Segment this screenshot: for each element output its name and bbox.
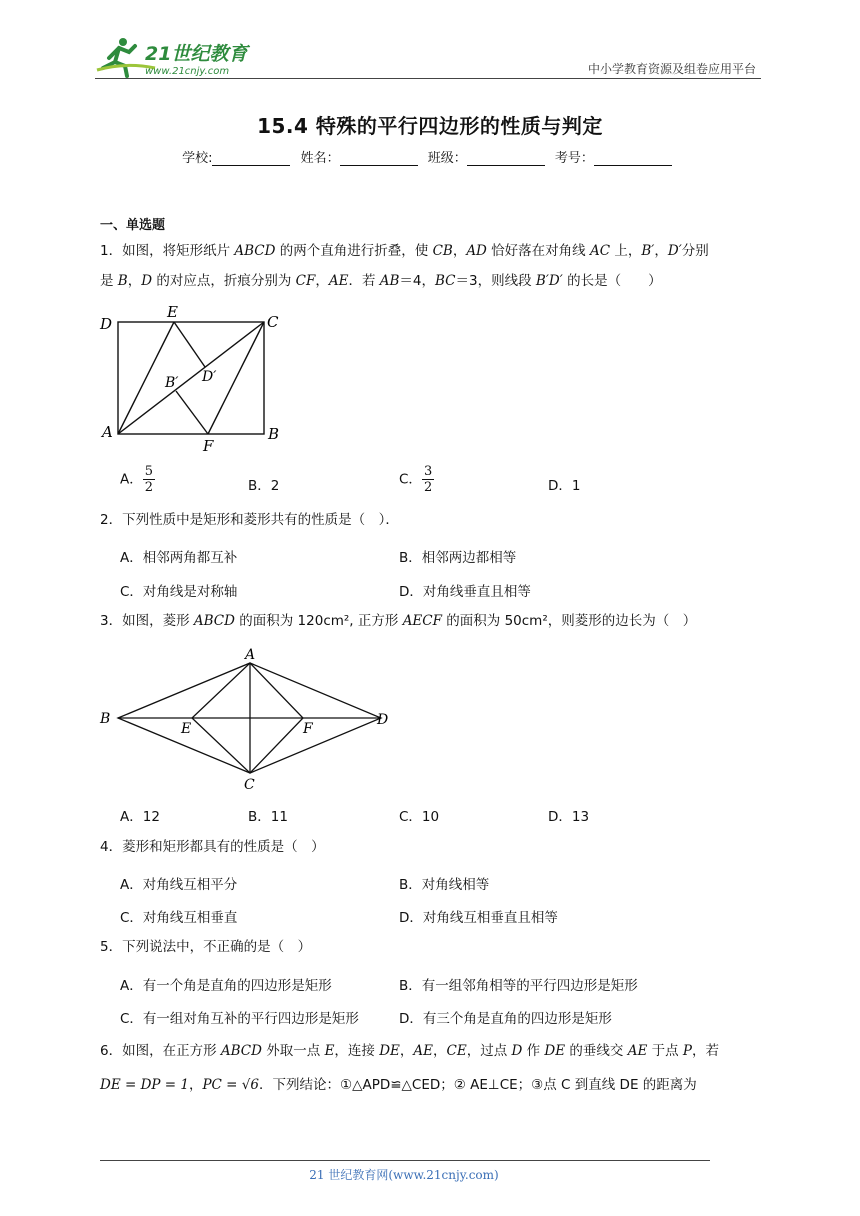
question-6-line-2: DE = DP = 1，PC = √6．下列结论：①△APD≌△CED；② AE⊥CE；③点 C 到直线 DE 的距离为	[100, 1077, 697, 1093]
label-D-prime: D′	[202, 369, 217, 385]
label-E: E	[167, 305, 178, 321]
name-label: 姓名：	[300, 151, 340, 166]
label-C: C	[244, 777, 255, 793]
q5-option-c[interactable]: C．有一组对角互补的平行四边形是矩形	[120, 1011, 359, 1027]
q2-option-c[interactable]: C．对角线是对称轴	[120, 584, 238, 600]
site-logo	[95, 36, 255, 80]
question-6-line-1: 6．如图，在正方形 ABCD 外取一点 E，连接 DE，AE，CE，过点 D 作 DE 的垂线交 AE 于点 P，若	[100, 1043, 719, 1059]
question-2-stem: 2．下列性质中是矩形和菱形共有的性质是（ ）．	[100, 512, 399, 528]
label-B-prime: B′	[165, 375, 179, 391]
q1-option-a[interactable]: A． $\frac{5}{2}$	[120, 464, 154, 495]
question-1-line-1: 1．如图，将矩形纸片 ABCD 的两个直角进行折叠，使 CB，AD 恰好落在对角线 AC 上，B′，D′分别	[100, 243, 709, 259]
q3-option-a[interactable]: A．12	[120, 809, 160, 825]
q3-option-d[interactable]: D．13	[548, 809, 590, 825]
question-5-stem: 5．下列说法中，不正确的是（ ）	[100, 939, 312, 955]
student-info-line	[0, 147, 860, 166]
question-3-stem: 3．如图，菱形 ABCD 的面积为 120cm², 正方形 AECF 的面积为 50cm²，则菱形的边长为（ ）	[100, 613, 697, 629]
label-A: A	[245, 647, 256, 663]
label-D: D	[100, 315, 113, 333]
school-label: 学校:	[182, 151, 213, 166]
section-heading: 一、单选题	[100, 218, 166, 233]
question-1-figure	[98, 305, 298, 459]
class-label: 班级：	[427, 151, 467, 166]
q5-option-b[interactable]: B．有一组邻角相等的平行四边形是矩形	[399, 978, 638, 994]
fraction-5-2: $\frac{5}{2}$	[144, 464, 154, 495]
platform-name: 中小学教育资源及组卷应用平台	[587, 62, 756, 76]
question-3-figure	[98, 644, 398, 798]
fraction-3-2: $\frac{3}{2}$	[423, 464, 433, 495]
q2-option-d[interactable]: D．对角线垂直且相等	[399, 584, 531, 600]
q3-option-b[interactable]: B．11	[248, 809, 288, 825]
question-4-stem: 4．菱形和矩形都具有的性质是（ ）	[100, 839, 325, 855]
footer-divider	[100, 1160, 710, 1161]
question-1-stem	[100, 236, 765, 296]
label-B: B	[100, 711, 111, 727]
header-divider	[95, 78, 761, 79]
q5-option-a[interactable]: A．有一个角是直角的四边形是矩形	[120, 978, 332, 994]
exam-no-label: 考号：	[554, 151, 594, 166]
label-A: A	[102, 423, 113, 441]
school-blank[interactable]	[212, 153, 290, 166]
page-title: 15.4 特殊的平行四边形的性质与判定	[257, 114, 603, 138]
label-C: C	[267, 313, 279, 331]
logo-url: www.21cnjy.com	[145, 66, 230, 77]
q1-option-c[interactable]: C． $\frac{3}{2}$	[399, 464, 433, 495]
q2-option-b[interactable]: B．相邻两边都相等	[399, 550, 517, 566]
q5-option-d[interactable]: D．有三个角是直角的四边形是矩形	[399, 1011, 612, 1027]
label-B: B	[268, 425, 280, 443]
q4-option-d[interactable]: D．对角线互相垂直且相等	[399, 910, 558, 926]
q4-option-a[interactable]: A．对角线互相平分	[120, 877, 238, 893]
label-F: F	[203, 437, 214, 455]
exam-no-blank[interactable]	[594, 153, 672, 166]
label-E: E	[181, 721, 192, 737]
q4-option-b[interactable]: B．对角线相等	[399, 877, 490, 893]
footer-text[interactable]: 21 世纪教育网(www.21cnjy.com)	[309, 1168, 499, 1182]
q1-option-d[interactable]: D．1	[548, 478, 581, 494]
logo-text: 21世纪教育	[145, 43, 248, 65]
question-6-stem	[100, 1036, 765, 1100]
q2-option-a[interactable]: A．相邻两角都互补	[120, 550, 238, 566]
q4-option-c[interactable]: C．对角线互相垂直	[120, 910, 238, 926]
label-D: D	[377, 712, 389, 728]
question-1-line-2: 是 B，D 的对应点，折痕分别为 CF，AE．若 AB＝4，BC＝3，则线段 B′D′ 的长是（ ）	[100, 273, 662, 289]
name-blank[interactable]	[340, 153, 418, 166]
q1-option-b[interactable]: B．2	[248, 478, 280, 494]
q3-option-c[interactable]: C．10	[399, 809, 440, 825]
class-blank[interactable]	[467, 153, 545, 166]
label-F: F	[303, 721, 313, 737]
